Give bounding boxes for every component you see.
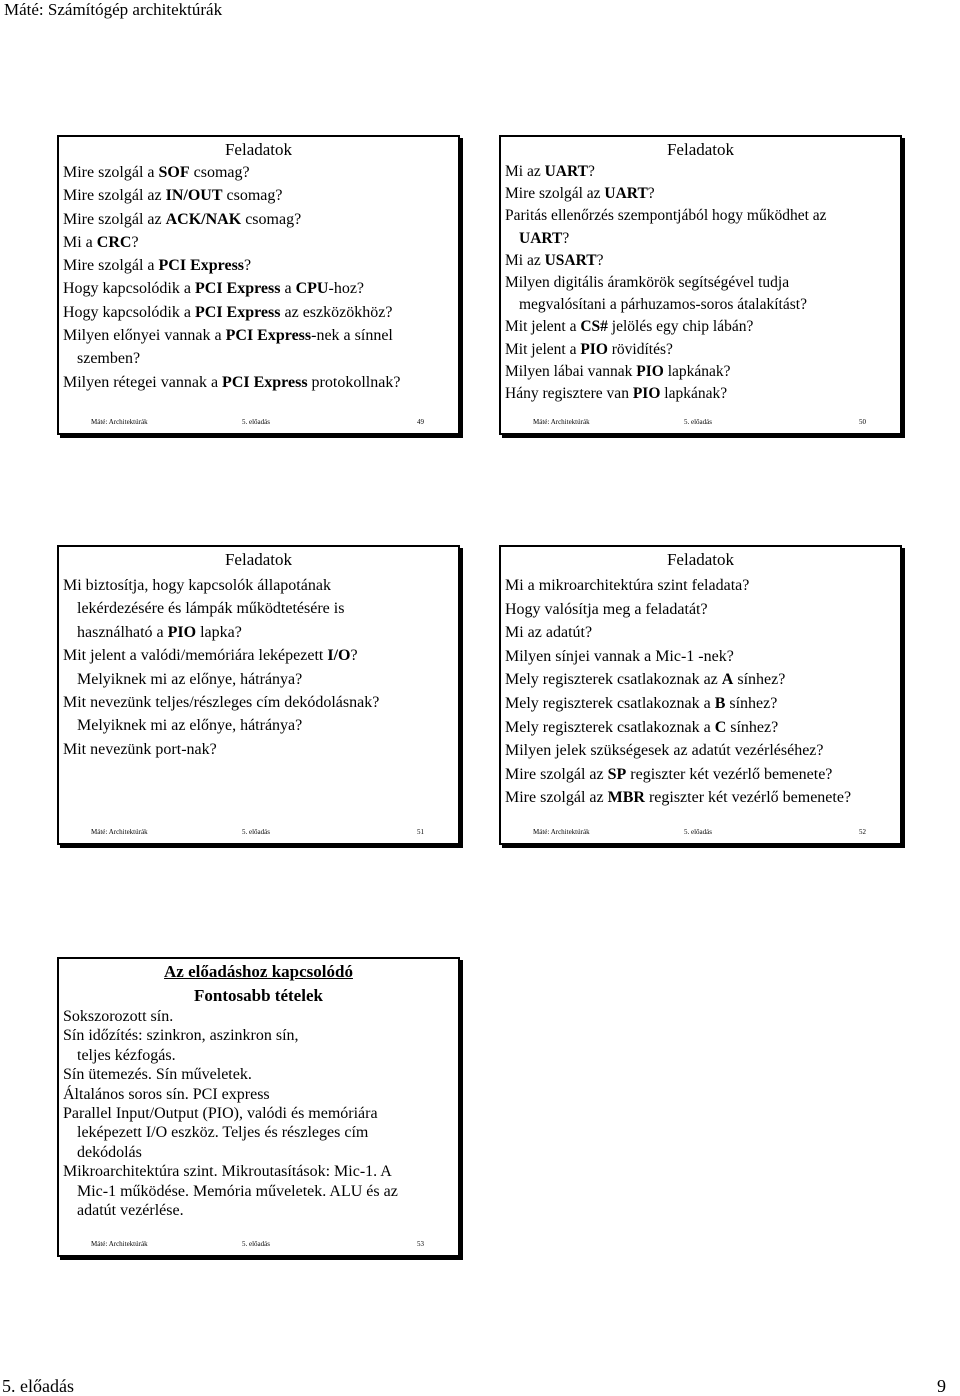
slide-footer-left: Máté: Architektúrák <box>91 828 148 836</box>
line-text: Mire szolgál az <box>505 185 605 203</box>
line-text: Sín időzítés: szinkron, aszinkron sín, <box>63 1027 299 1045</box>
bold-term: PCI Express <box>225 327 312 345</box>
line-text: megvalósítani a párhuzamos-soros átalakítást? <box>519 296 807 314</box>
slide-line <box>505 739 896 763</box>
slide-subtitle: Fontosabb tételek <box>194 986 323 1005</box>
slide-line <box>63 347 454 370</box>
bold-term: UART <box>544 163 588 180</box>
line-text: sínhez? <box>726 718 779 736</box>
line-text: Mi a <box>63 233 97 251</box>
slide-line <box>505 621 896 645</box>
slide-line <box>63 1007 454 1026</box>
slide-line <box>505 361 896 383</box>
slide-footer-number: 50 <box>859 418 866 426</box>
line-text: lapkának? <box>660 385 728 403</box>
line-text: Mit jelent a valódi/memóriára leképezett <box>63 647 328 665</box>
line-text: Hány regisztere van <box>505 385 633 403</box>
bold-term: PCI Express <box>194 303 281 321</box>
slide-line <box>63 254 454 277</box>
line-text: Melyiknek mi az előnye, hátránya? <box>77 717 303 735</box>
line-text: protokollnak? <box>307 373 401 391</box>
slide-footer-left: Máté: Architektúrák <box>91 418 148 426</box>
bold-term: PCI Express <box>194 280 281 298</box>
line-text: lekérdezésére és lámpák működtetésére is <box>77 600 345 618</box>
slide-line <box>63 597 454 620</box>
slide-line <box>505 692 896 716</box>
line-text: Mely regiszterek csatlakoznak a <box>505 694 715 712</box>
slide-line <box>505 294 896 316</box>
line-text: regiszter két vezérlő bemenete? <box>626 765 833 783</box>
line-text: Mikroarchitektúra szint. Mikroutasítások: Mic-1. A <box>63 1163 392 1181</box>
slide-footer-number: 51 <box>417 828 424 836</box>
bold-term: B <box>714 694 726 712</box>
bold-term: CRC <box>96 233 132 251</box>
line-text: csomag? <box>241 210 302 228</box>
line-text: ? <box>350 647 358 665</box>
line-text: Milyen jelek szükségesek az adatút vezérléséhez? <box>505 742 824 760</box>
slide-line <box>505 250 896 272</box>
slide-title <box>59 962 458 982</box>
slide-line <box>63 161 454 184</box>
slide-footer-number: 52 <box>859 828 866 836</box>
line-text: Milyen digitális áramkörök segítségével tudja <box>505 274 790 292</box>
line-text: adatút vezérlése. <box>77 1202 184 1220</box>
line-text: Mi az <box>505 251 545 269</box>
slide-footer-left: Máté: Architektúrák <box>533 828 590 836</box>
bold-term: UART <box>604 185 648 203</box>
slide-line <box>505 668 896 692</box>
slide-line <box>63 668 454 691</box>
line-text: használható a <box>77 623 168 641</box>
line-text: Parallel Input/Output (PIO), valódi és memóriára <box>63 1105 378 1123</box>
line-text: Hogy kapcsolódik a <box>63 280 195 298</box>
line-text: sínhez? <box>733 671 786 689</box>
slide-line <box>63 1046 454 1065</box>
page-header: Máté: Számítógép architektúrák <box>4 0 223 19</box>
line-text: Általános soros sín. PCI express <box>63 1085 270 1103</box>
bold-term: UART <box>519 229 563 247</box>
line-text: Mire szolgál a <box>63 164 159 181</box>
line-text: ? <box>596 251 604 269</box>
line-text: Milyen előnyei vannak a <box>63 327 226 345</box>
line-text: ? <box>562 229 570 247</box>
slide-footer-middle: 5. előadás <box>242 828 270 836</box>
slide-line <box>63 231 454 254</box>
line-text: teljes kézfogás. <box>77 1046 176 1064</box>
line-text: -hoz? <box>328 280 365 298</box>
line-text: Mit jelent a <box>505 318 581 336</box>
bold-term: A <box>721 671 734 689</box>
slide-footer-middle: 5. előadás <box>684 828 712 836</box>
line-text: Mi az adatút? <box>505 624 593 642</box>
line-text: Hogy valósítja meg a feladatát? <box>505 600 708 618</box>
slide-line <box>505 183 896 205</box>
line-text: Sokszorozott sín. <box>63 1008 174 1025</box>
slide-line <box>505 161 896 183</box>
slide-title: Feladatok <box>666 140 735 159</box>
line-text: Hogy kapcsolódik a <box>63 303 195 321</box>
slide-line <box>505 598 896 622</box>
line-text: Mi a mikroarchitektúra szint feladata? <box>505 577 750 594</box>
slide-footer-middle: 5. előadás <box>242 1240 270 1248</box>
line-text: Mit nevezünk teljes/részleges cím dekódolásnak? <box>63 694 380 712</box>
line-text: az eszközökhöz? <box>280 303 393 321</box>
slide-49 <box>57 135 460 435</box>
slide-52 <box>499 545 902 845</box>
line-text: leképezett I/O eszköz. Teljes és részleges cím <box>77 1124 369 1142</box>
slide-line <box>63 1085 454 1104</box>
slide-title-text: Az előadáshoz kapcsolódó <box>164 962 353 981</box>
line-text: regiszter két vezérlő bemenete? <box>644 789 852 807</box>
slide-line <box>505 339 896 361</box>
slide-line <box>505 786 896 810</box>
bold-term: PIO <box>167 623 197 641</box>
slide-footer-number: 49 <box>417 418 424 426</box>
line-text: Paritás ellenőrzés szempontjából hogy működhet az <box>505 207 827 225</box>
slide-line <box>63 371 454 394</box>
line-text: ? <box>647 185 655 203</box>
line-text: Mire szolgál a <box>63 257 159 275</box>
line-text: csomag? <box>189 164 250 181</box>
slide-line <box>63 1065 454 1084</box>
line-text: szemben? <box>77 350 141 368</box>
slide-title: Feladatok <box>224 140 293 159</box>
slide-line <box>505 574 896 598</box>
bold-term: CPU <box>295 280 329 298</box>
bold-term: PIO <box>636 362 664 380</box>
slide-line <box>63 714 454 737</box>
line-text: Mit jelent a <box>505 340 581 358</box>
page-footer-lecture: 5. előadás <box>2 1376 74 1396</box>
slide-line <box>63 738 454 761</box>
line-text: Milyen sínjei vannak a Mic-1 -nek? <box>505 647 734 665</box>
slide-line <box>63 208 454 231</box>
bold-term: CS# <box>580 318 608 336</box>
line-text: sínhez? <box>725 694 778 712</box>
line-text: Sín ütemezés. Sín műveletek. <box>63 1066 252 1084</box>
line-text: -nek a sínnel <box>311 327 393 345</box>
line-text: ? <box>131 233 139 251</box>
slide-body <box>63 574 454 761</box>
slide-line <box>63 1104 454 1123</box>
slide-line <box>505 383 896 405</box>
slide-footer-number: 53 <box>417 1240 424 1248</box>
slide-line <box>63 1201 454 1220</box>
slide-body <box>63 161 454 394</box>
line-text: Mely regiszterek csatlakoznak a <box>505 718 715 736</box>
line-text: jelölés egy chip lábán? <box>607 318 754 336</box>
line-text: rövidítés? <box>607 340 673 358</box>
line-text: Mic-1 működése. Memória műveletek. ALU és az <box>77 1182 398 1200</box>
slide-line <box>63 1162 454 1181</box>
bold-term: USART <box>544 251 597 269</box>
slide-line <box>505 716 896 740</box>
slide-line <box>505 763 896 787</box>
slide-line <box>63 1143 454 1162</box>
slide-line <box>63 1026 454 1045</box>
line-text: ? <box>244 257 252 275</box>
slide-line <box>505 228 896 250</box>
slide-body <box>505 574 896 810</box>
slide-footer-left: Máté: Architektúrák <box>533 418 590 426</box>
slide-footer-left: Máté: Architektúrák <box>91 1240 148 1248</box>
page-number: 9 <box>937 1376 946 1396</box>
slide-line <box>63 621 454 644</box>
slide-line <box>505 205 896 227</box>
slide-line <box>63 184 454 207</box>
slide-line <box>505 272 896 294</box>
line-text: Melyiknek mi az előnye, hátránya? <box>77 670 303 688</box>
line-text: lapka? <box>196 623 242 641</box>
bold-term: IN/OUT <box>165 187 223 205</box>
bold-term: SP <box>607 765 627 783</box>
line-text: dekódolás <box>77 1143 142 1161</box>
line-text: Mire szolgál az <box>505 789 608 807</box>
line-text: Mi az <box>505 163 545 180</box>
line-text: Mire szolgál az <box>63 187 166 205</box>
slide-53 <box>57 957 460 1257</box>
slide-title: Feladatok <box>666 550 735 569</box>
line-text: ? <box>587 163 595 180</box>
slide-50 <box>499 135 902 435</box>
slide-title: Feladatok <box>224 550 293 569</box>
slide-body <box>505 161 896 405</box>
slide-line <box>63 301 454 324</box>
slide-body <box>63 1007 454 1220</box>
bold-term: SOF <box>158 164 190 181</box>
bold-term: PCI Express <box>222 373 308 391</box>
slide-line <box>63 644 454 667</box>
slide-line <box>63 324 454 347</box>
line-text: Mit nevezünk port-nak? <box>63 740 217 758</box>
line-text: a <box>280 280 296 298</box>
slide-footer-middle: 5. előadás <box>684 418 712 426</box>
slide-line <box>63 1182 454 1201</box>
slide-footer-middle: 5. előadás <box>242 418 270 426</box>
line-text: lapkának? <box>663 362 731 380</box>
slide-line <box>63 277 454 300</box>
slide-line <box>505 645 896 669</box>
bold-term: MBR <box>607 789 645 807</box>
line-text: csomag? <box>222 187 283 205</box>
bold-term: C <box>714 718 727 736</box>
bold-term: PIO <box>580 340 608 358</box>
bold-term: PCI Express <box>158 257 245 275</box>
slide-line <box>63 691 454 714</box>
line-text: Milyen lábai vannak <box>505 362 637 380</box>
bold-term: I/O <box>327 647 351 665</box>
slide-line <box>63 574 454 597</box>
slide-line <box>505 316 896 338</box>
line-text: Mi biztosítja, hogy kapcsolók állapotának <box>63 577 331 594</box>
bold-term: ACK/NAK <box>165 210 242 228</box>
slide-line <box>63 1123 454 1142</box>
bold-term: PIO <box>632 385 661 403</box>
line-text: Mire szolgál az <box>63 210 166 228</box>
line-text: Mire szolgál az <box>505 765 608 783</box>
line-text: Mely regiszterek csatlakoznak az <box>505 671 722 689</box>
slide-51 <box>57 545 460 845</box>
line-text: Milyen rétegei vannak a <box>63 373 223 391</box>
